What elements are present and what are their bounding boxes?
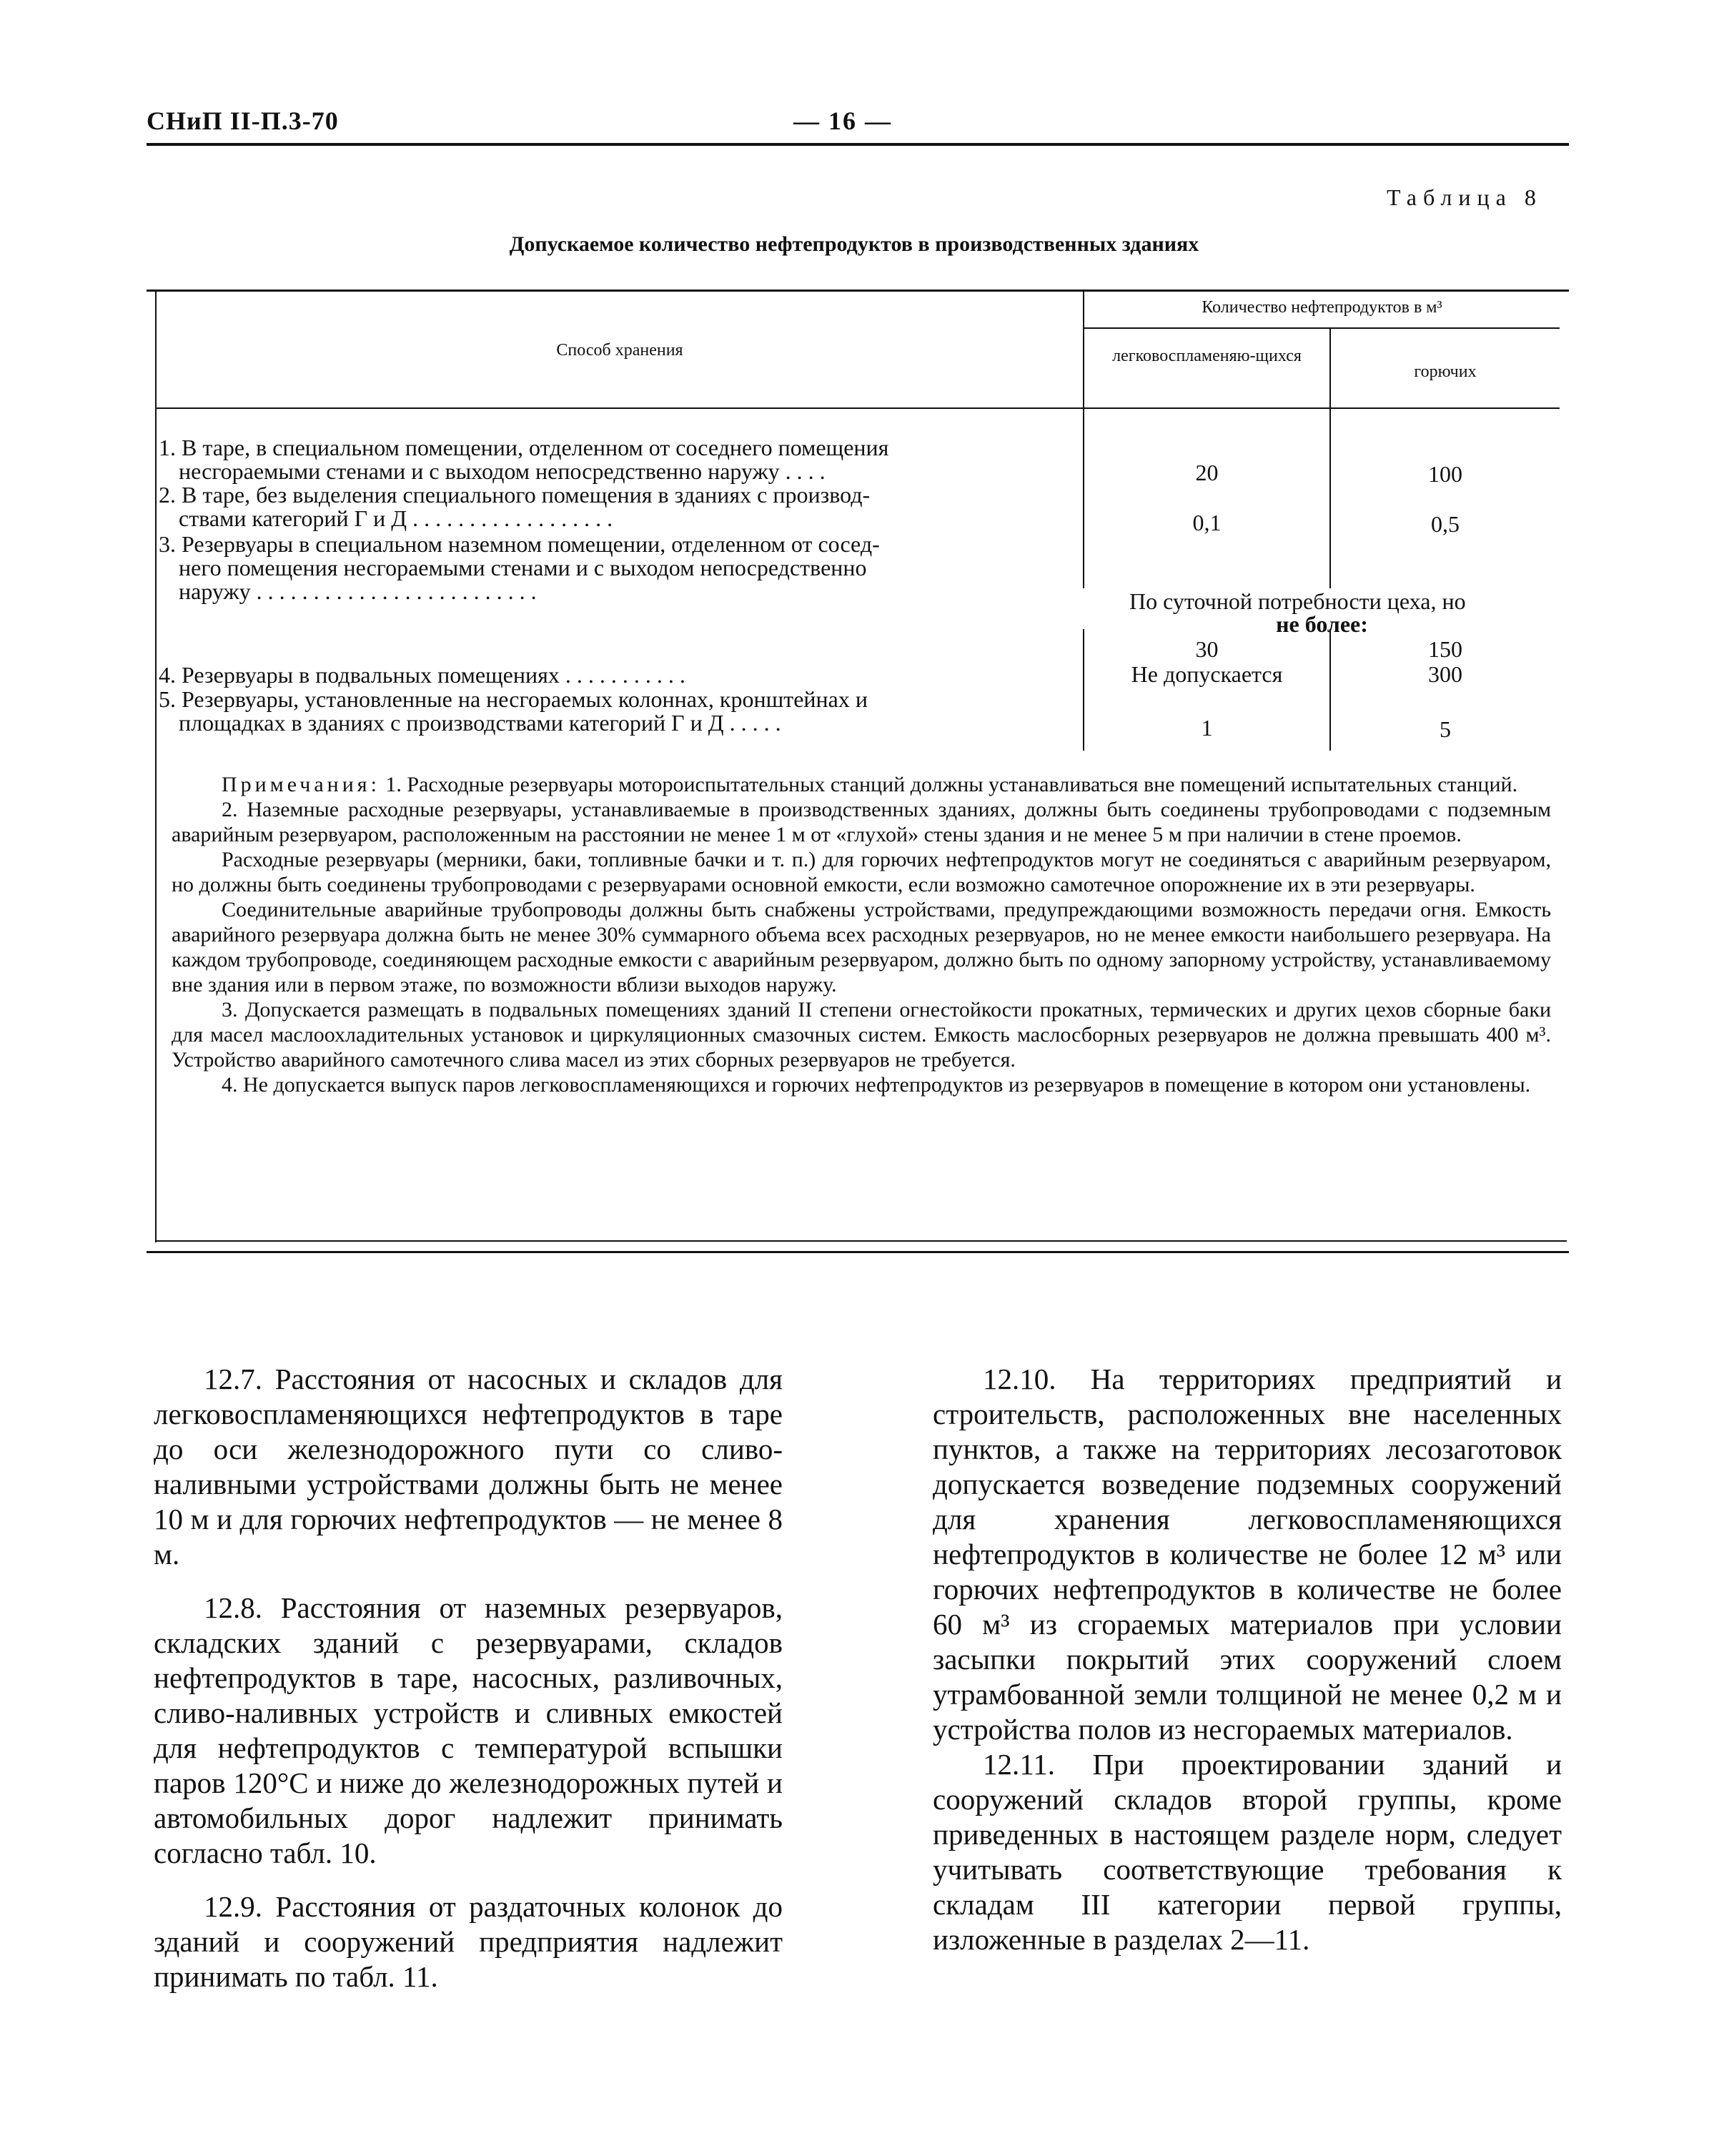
header-bottom-rule (155, 407, 1560, 409)
row-line: несгораемыми стенами и с выходом непосредственно наружу . . . . (179, 458, 826, 484)
section-text: Расстояния от насосных и складов для легковоспламеняющихся нефтепродуктов в таре до оси железнодорожного пути со сливо-наливными устройствами должны быть не менее 10 м и для горючих нефтепродуктов — не менее 8 м. (154, 1363, 783, 1571)
row-3-span-note: По суточной потребности цеха, но (1129, 588, 1466, 614)
section-number: 12.8. (204, 1591, 262, 1624)
row-1-flammable: 20 (1195, 460, 1219, 485)
table-row-1-text (159, 436, 1081, 483)
row-3-span-note-2: не более: (1276, 611, 1368, 637)
row-line: 3. Резервуары в специальном наземном помещении, отделенном от сосед- (159, 531, 880, 557)
row-2-combustible: 0,5 (1431, 511, 1460, 537)
row-line: ствами категорий Г и Д . . . . . . . . . . . . . . . . . . (179, 505, 613, 531)
table-notes (172, 772, 1551, 1097)
table-title: Допускаемое количество нефтепродуктов в производственных зданиях (509, 232, 1199, 256)
section-text: Расстояния от наземных резервуаров, складских зданий с резервуарами, складов нефтепродуктов в таре, насосных, разливочных, сливо-наливных устройств и сливных емкостей для нефтепродуктов с температурой вспышки паров 120°С и ниже до железнодорожных путей и автомобильных дорог надлежит принимать согласно табл. 10. (154, 1591, 783, 1869)
header-combustible: горючих (1414, 362, 1477, 381)
row-line: площадках в зданиях с производствами категорий Г и Д . . . . . (179, 710, 781, 736)
document-code: СНиП II-П.3-70 (147, 107, 339, 135)
body-col-divider-1 (1083, 417, 1084, 588)
section-text: Расстояния от раздаточных колонок до зданий и сооружений предприятия надлежит принимать по табл. 11. (154, 1890, 783, 1993)
table-left-border (155, 292, 157, 1242)
section-number: 12.11. (983, 1748, 1055, 1781)
section-12-7 (154, 1362, 783, 1572)
note-item: Расходные резервуары (мерники, баки, топливные бачки и т. п.) для горючих нефтепродуктов могут не соединяться с аварийным резервуаром, но должны быть соединены трубопроводами с резервуарами основной емкости, если возможно самотечное опорожнение их в эти резервуары. (172, 848, 1551, 896)
section-number: 12.9. (204, 1890, 262, 1923)
section-12-11 (933, 1747, 1562, 1957)
page-number: — 16 — (793, 107, 892, 135)
header-storage-method: Способ хранения (556, 341, 683, 360)
header-rule (147, 143, 1569, 146)
header-flammable: легковоспламеняю-щихся (1112, 347, 1302, 365)
row-5-combustible: 5 (1440, 716, 1451, 742)
note-item: 1. Расходные резервуары моторoиспытательных станций должны устанавливаться вне помещений испытательных станций. (385, 773, 1518, 796)
table-row-2-text (159, 483, 1081, 530)
table-label: Таблица 8 (1387, 184, 1542, 210)
table-row-4-text (159, 663, 1081, 687)
row-3-flammable: 30 (1195, 636, 1219, 662)
table-end-rule (147, 1251, 1569, 1253)
header-quantity: Количество нефтепродуктов в м³ (1202, 298, 1442, 317)
row-line: 2. В таре, без выделения специального помещения в зданиях с производ- (159, 482, 871, 508)
row-3-combustible: 150 (1428, 636, 1462, 662)
notes-heading: Примечания: (222, 773, 380, 796)
row-line: 5. Резервуары, установленные на несгораемых колоннах, кронштейнах и (159, 686, 868, 712)
section-12-10 (933, 1362, 1562, 1747)
table-bottom-rule (155, 1240, 1567, 1242)
section-number: 12.7. (204, 1363, 262, 1395)
row-line: наружу . . . . . . . . . . . . . . . . . . . . . . . . . (179, 578, 537, 604)
table-row-5-text (159, 688, 1081, 735)
row-line: 4. Резервуары в подвальных помещениях . . . . . . . . . . . (159, 662, 685, 688)
row-4-combustible: 300 (1428, 661, 1462, 687)
left-column (154, 1362, 783, 2013)
section-text: На территориях предприятий и строительств, расположенных вне населенных пунктов, а также на территориях лесозаготовок допускается возведение подземных сооружений для хранения легковоспламеняющихся нефтепродуктов в количестве не более 12 м³ или горючих нефтепродуктов в количестве не более 60 м³ из сгораемых материалов при условии засыпки покрытий этих сооружений слоем утрамбованной земли толщиной не менее 0,2 м и устройства полов из несгораемых материалов. (933, 1363, 1562, 1746)
section-text: При проектировании зданий и сооружений складов второй группы, кроме приведенных в настоящем разделе норм, следует учитывать соответствующие требования к складам III категории первой группы, изложенные в разделах 2—11. (933, 1748, 1562, 1956)
row-2-flammable: 0,1 (1192, 510, 1222, 535)
note-item: 4. Не допускается выпуск паров легковоспламеняющихся и горючих нефтепродуктов из резервуаров в помещение в котором они установлены. (222, 1073, 1531, 1097)
note-item: 3. Допускается размещать в подвальных помещениях зданий II степени огнестойкости прокатных, термических и других цехов сборные баки для масел маслоохладительных установок и циркуляционных смазочных систем. Емкость маслосборных резервуаров не должна превышать 400 м³. Устройство аварийного самотечного слива масел из этих сборных резервуаров не требуется. (172, 998, 1551, 1072)
table-top-rule (147, 290, 1569, 292)
quantity-subheader-rule (1084, 327, 1560, 329)
section-12-9 (154, 1889, 783, 1994)
section-number: 12.10. (983, 1363, 1056, 1395)
body-col-divider-2 (1329, 417, 1331, 588)
row-line: него помещения несгораемыми стенами и с выходом непосредственно (179, 555, 867, 580)
section-12-8 (154, 1591, 783, 1871)
row-5-flammable: 1 (1201, 715, 1213, 741)
note-item: 2. Наземные расходные резервуары, устанавливаемые в производственных зданиях, должны быть соединены трубопроводами с подземным аварийным резервуаром, расположенным на расстоянии не менее 1 м от «глухой» стены здания и не менее 5 м при наличии в стене проемов. (172, 798, 1551, 846)
row-line: 1. В таре, в специальном помещении, отделенном от соседнего помещения (159, 435, 889, 460)
table-row-3-text (159, 533, 1081, 603)
right-column (933, 1362, 1562, 1976)
row-1-combustible: 100 (1428, 461, 1462, 487)
note-item: Соединительные аварийные трубопроводы должны быть снабжены устройствами, предупреждающими возможность передачи огня. Емкость аварийного резервуара должна быть не менее 30% суммарного объема всех расходных резервуаров, но не менее емкости наибольшего резервуара. На каждом трубопроводе, соединяющем расходные емкости с аварийным резервуаром, должно быть по одному запорному устройству, устанавливаемому вне здания или в первом этаже, по возможности вблизи выходов наружу. (172, 898, 1551, 997)
row-4-flammable: Не допускается (1131, 661, 1283, 687)
